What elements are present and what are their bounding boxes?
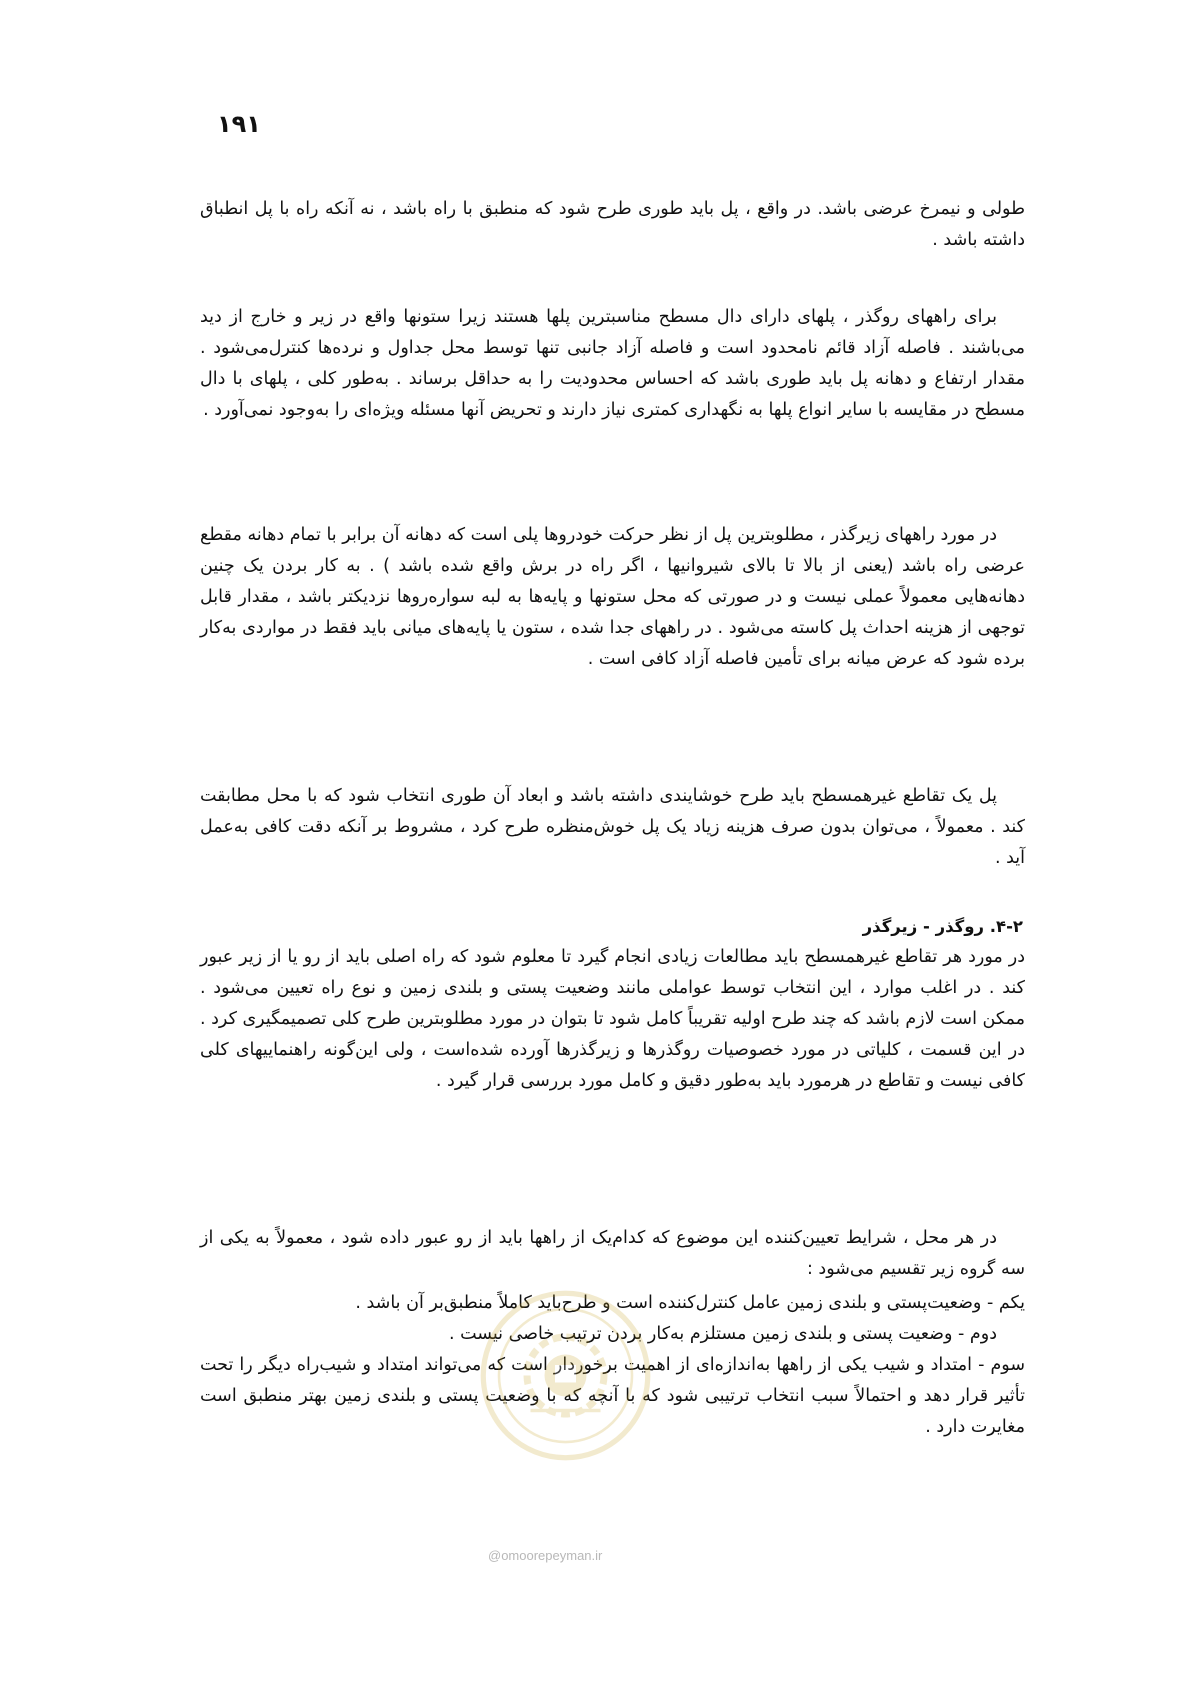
list-item: سوم - امتداد و شیب یکی از راهها به‌اندازه‌ای از اهمیت برخوردار است که می‌تواند امتداد و شیب‌راه دیگر را تحت تأثیر قرار دهد و احتمالاً سبب انتخاب ترتیبی شود که با آنچه که با وضعیت پستی و بلندی زمین بهتر منطبق است مغایرت دارد .: [200, 1355, 1025, 1437]
section-heading: ۴-۲. روگذر - زیرگذر: [862, 917, 1023, 936]
paragraph-text: در مورد راههای زیرگذر ، مطلوبترین پل از نظر حرکت خودروها پلی است که دهانه آن برابر با تمام دهانه مقطع عرضی راه باشد (یعنی از بالا تا بالای شیروانیها ، اگر راه در برش واقع شده باشد ) . به کار بردن یک چنین دهانه‌هایی معمولاً عملی نیست و در صورتی که محل ستونها و پایه‌ها به لبه سواره‌روها نزدیکتر باشد ، مقدار قابل توجهی از هزینه احداث پل کاسته می‌شود . در راههای جدا شده ، ستون یا پایه‌های میانی باید فقط در مواردی به‌کار برده شود که عرض میانه برای تأمین فاصله آزاد کافی است .: [200, 525, 1025, 669]
paragraph-bridge-aesthetics: [200, 781, 1025, 874]
paragraph-text: پل یک تقاطع غیرهمسطح باید طرح خوشایندی داشته باشد و ابعاد آن طوری انتخاب شود که با محل مطابقت کند . معمولاً ، می‌توان بدون صرف هزینه زیاد یک پل خوش‌منظره طرح کرد ، مشروط بر آنکه دقت کافی به‌عمل آید .: [200, 786, 1025, 868]
paragraph-underpass-span: [200, 520, 1025, 675]
paragraph-overpass-slab-bridges: [200, 302, 1025, 426]
paragraph-determining-conditions: [200, 1223, 1025, 1285]
list-item: یکم - وضعیت‌پستی و بلندی زمین عامل کنترل‌کننده است و طرح‌باید کاملاً منطبق‌بر آن باشد .: [355, 1293, 1025, 1313]
paragraph-text: در هر محل ، شرایط تعیین‌کننده این موضوع که کدام‌یک از راهها باید از رو عبور داده شود ، معمولاً به یکی از سه گروه زیر تقسیم می‌شود :: [200, 1228, 1025, 1279]
paragraph-text: در مورد هر تقاطع غیرهمسطح باید مطالعات زیادی انجام گیرد تا معلوم شود که راه اصلی باید از رو یا از زیر عبور کند . در اغلب موارد ، این انتخاب توسط عواملی مانند وضعیت پستی و بلندی زمین و نوع راه تعیین می‌شود . ممکن است لازم باشد که چند طرح اولیه تقریباً کامل شود تا بتوان در مورد مطلوبترین طرح کلی تصمیمگیری کرد . در این قسمت ، کلیاتی در مورد خصوصیات روگذرها و زیرگذرها آورده شده‌است ، ولی این‌گونه راهنماییهای کلی کافی نیست و تقاطع در هرمورد باید به‌طور دقیق و کامل مورد بررسی قرار گیرد .: [200, 947, 1025, 1091]
page-number: ۱۹۱: [217, 110, 261, 138]
conditions-list: [200, 1288, 1025, 1443]
watermark-url: @omoorepeyman.ir: [488, 1548, 603, 1563]
paragraph-text: برای راههای روگذر ، پلهای دارای دال مسطح مناسبترین پلها هستند زیرا ستونها واقع در زیر و خارج از دید می‌باشند . فاصله آزاد قائم نامحدود است و فاصله آزاد جانبی تنها توسط محل جداول و نرده‌ها کنترل‌می‌شود . مقدار ارتفاع و دهانه پل باید طوری باشد که احساس محدودیت را به حداقل برساند . به‌طور کلی ، پلهای با دال مسطح در مقایسه با سایر انواع پلها به نگهداری کمتری نیاز دارند و تحریض آنها مسئله ویژه‌ای را به‌وجود نمی‌آورد .: [200, 307, 1025, 420]
paragraph-bridge-alignment: [200, 194, 1025, 256]
paragraph-overpass-underpass-study: [200, 942, 1025, 1097]
list-item: دوم - وضعیت پستی و بلندی زمین مستلزم به‌کار بردن ترتیب خاصی نیست .: [448, 1324, 997, 1344]
paragraph-text: طولی و نیمرخ عرضی باشد. در واقع ، پل باید طوری طرح شود که منطبق با راه باشد ، نه آنکه راه با پل انطباق داشته باشد .: [200, 199, 1025, 250]
